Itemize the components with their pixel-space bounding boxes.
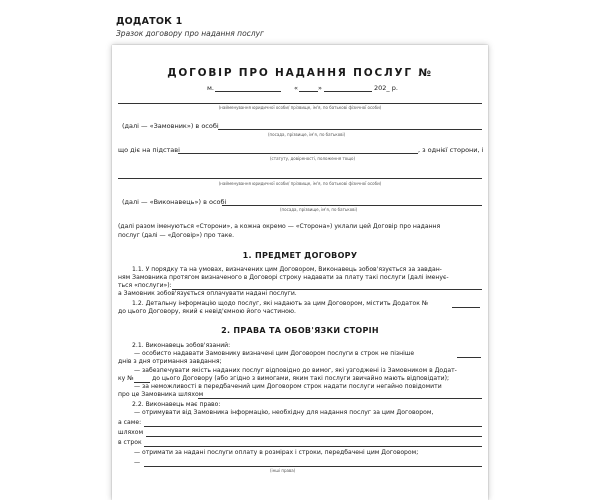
city-field[interactable] [215, 91, 281, 92]
contract-page [112, 45, 488, 500]
customer-name-field[interactable] [118, 103, 482, 104]
section-2-heading: 2. ПРАВА ТА ОБОВ'ЯЗКИ СТОРІН [221, 326, 379, 335]
info-deadline-field[interactable] [144, 446, 482, 447]
caption-customer-rep: (посада, прізвище, ім'я, по батькові) [268, 132, 346, 137]
caption-executor-name: (найменування юридичної особи/ прізвище, ім'я, по батькові фізичної особи) [218, 181, 382, 186]
executor-label: (далі — «Виконавець») в особі [122, 198, 227, 206]
s1-line-2: ням Замовника протягом визначеного в Договорі строку надавати за плату такі послуги (далі іменує- [118, 274, 449, 281]
appendix-subtitle: Зразок договору про надання послуг [116, 29, 264, 38]
s2-line-13: — отримати за надані послуги оплату в розмірах і строки, передбачені цим Договором; [134, 449, 419, 456]
appendix-number-field[interactable] [452, 307, 480, 308]
month-field[interactable] [324, 91, 372, 92]
caption-executor-rep: (посада, прізвище, ім'я, по батькові) [280, 207, 358, 212]
s2-line-6: — за неможливості в передбачений цим Договором строк надати послуги негайно повідомити [134, 383, 442, 390]
customer-label: (далі — «Замовник») в особі [122, 122, 219, 130]
s2-line-9: — отримувати від Замовника інформацію, необхідну для надання послуг за цим Договором, [134, 409, 434, 416]
caption-customer-name: (найменування юридичної особи/ прізвище, ім'я, по батькові фізичної особи) [218, 105, 382, 110]
basis-label: що діє на підставі [118, 146, 180, 154]
section-1-heading: 1. ПРЕДМЕТ ДОГОВОРУ [242, 251, 358, 260]
s2-line-1: 2.1. Виконавець зобов'язаний: [132, 342, 231, 349]
info-method-field[interactable] [146, 436, 482, 437]
s1-line-6: до цього Договору, який є невід'ємною його частиною. [118, 308, 296, 315]
basis-field[interactable] [178, 153, 418, 154]
s2-line-2: — особисто надавати Замовнику визначені цим Договором послуги в строк не пізніше [134, 350, 415, 357]
year-text: 202_ р. [374, 84, 398, 92]
caption-basis: (статуту, довіреності, положення тощо) [270, 156, 355, 161]
s2-line-10: а саме: [118, 419, 142, 426]
other-rights-field[interactable] [144, 466, 482, 467]
caption-other-rights: (інші права) [270, 468, 296, 473]
s2-line-12: в строк [118, 439, 142, 446]
intro-line-2: послуг (далі — «Договір») про таке. [118, 232, 235, 239]
city-prefix: м. [207, 84, 214, 92]
day-field[interactable] [299, 91, 318, 92]
s2-line-7: про це Замовника шляхом [118, 391, 204, 398]
appendix-title: ДОДАТОК 1 [116, 16, 183, 27]
executor-name-field[interactable] [118, 178, 482, 179]
s2-line-14: — [134, 459, 141, 466]
basis-tail: , з однієї сторони, і [418, 146, 484, 154]
s2-line-11: шляхом [118, 429, 144, 436]
contract-title: ДОГОВІР ПРО НАДАННЯ ПОСЛУГ № [167, 67, 433, 79]
s1-line-5: 1.2. Детальну інформацію щодо послуг, які надають за цим Договором, містить Додаток № [132, 300, 429, 307]
s1-line-3: ться «послуги»): [118, 282, 172, 289]
intro-line-1: (далі разом іменуються «Сторони», а кожна окремо — «Сторона») уклали цей Договір про надання [118, 223, 441, 230]
days-field[interactable] [457, 357, 481, 358]
executor-rep-field[interactable] [222, 205, 482, 206]
date-quote-open: « [294, 84, 298, 92]
s1-line-4: а Замовник зобов'язується оплачувати надані послуги. [118, 290, 297, 297]
s2-line-4: — забезпечувати якість наданих послуг відповідно до вимог, які узгоджені із Замовником в Додат- [134, 367, 457, 374]
s1-line-1: 1.1. У порядку та на умовах, визначених цим Договором, Виконавець зобов'язується за завдан- [132, 266, 442, 273]
s2-line-8: 2.2. Виконавець має право: [132, 401, 221, 408]
s2-line-5: ку № [118, 375, 134, 382]
date-quote-close: » [318, 84, 322, 92]
s2-line-3: днів з дня отримання завдання; [118, 358, 222, 365]
customer-rep-field[interactable] [218, 129, 482, 130]
info-field[interactable] [144, 426, 482, 427]
s2-line-5b: до цього Договору (або згідно з вимогами, яким такі послуги звичайно мають відповідати); [152, 375, 450, 382]
notify-method-field[interactable] [198, 398, 482, 399]
